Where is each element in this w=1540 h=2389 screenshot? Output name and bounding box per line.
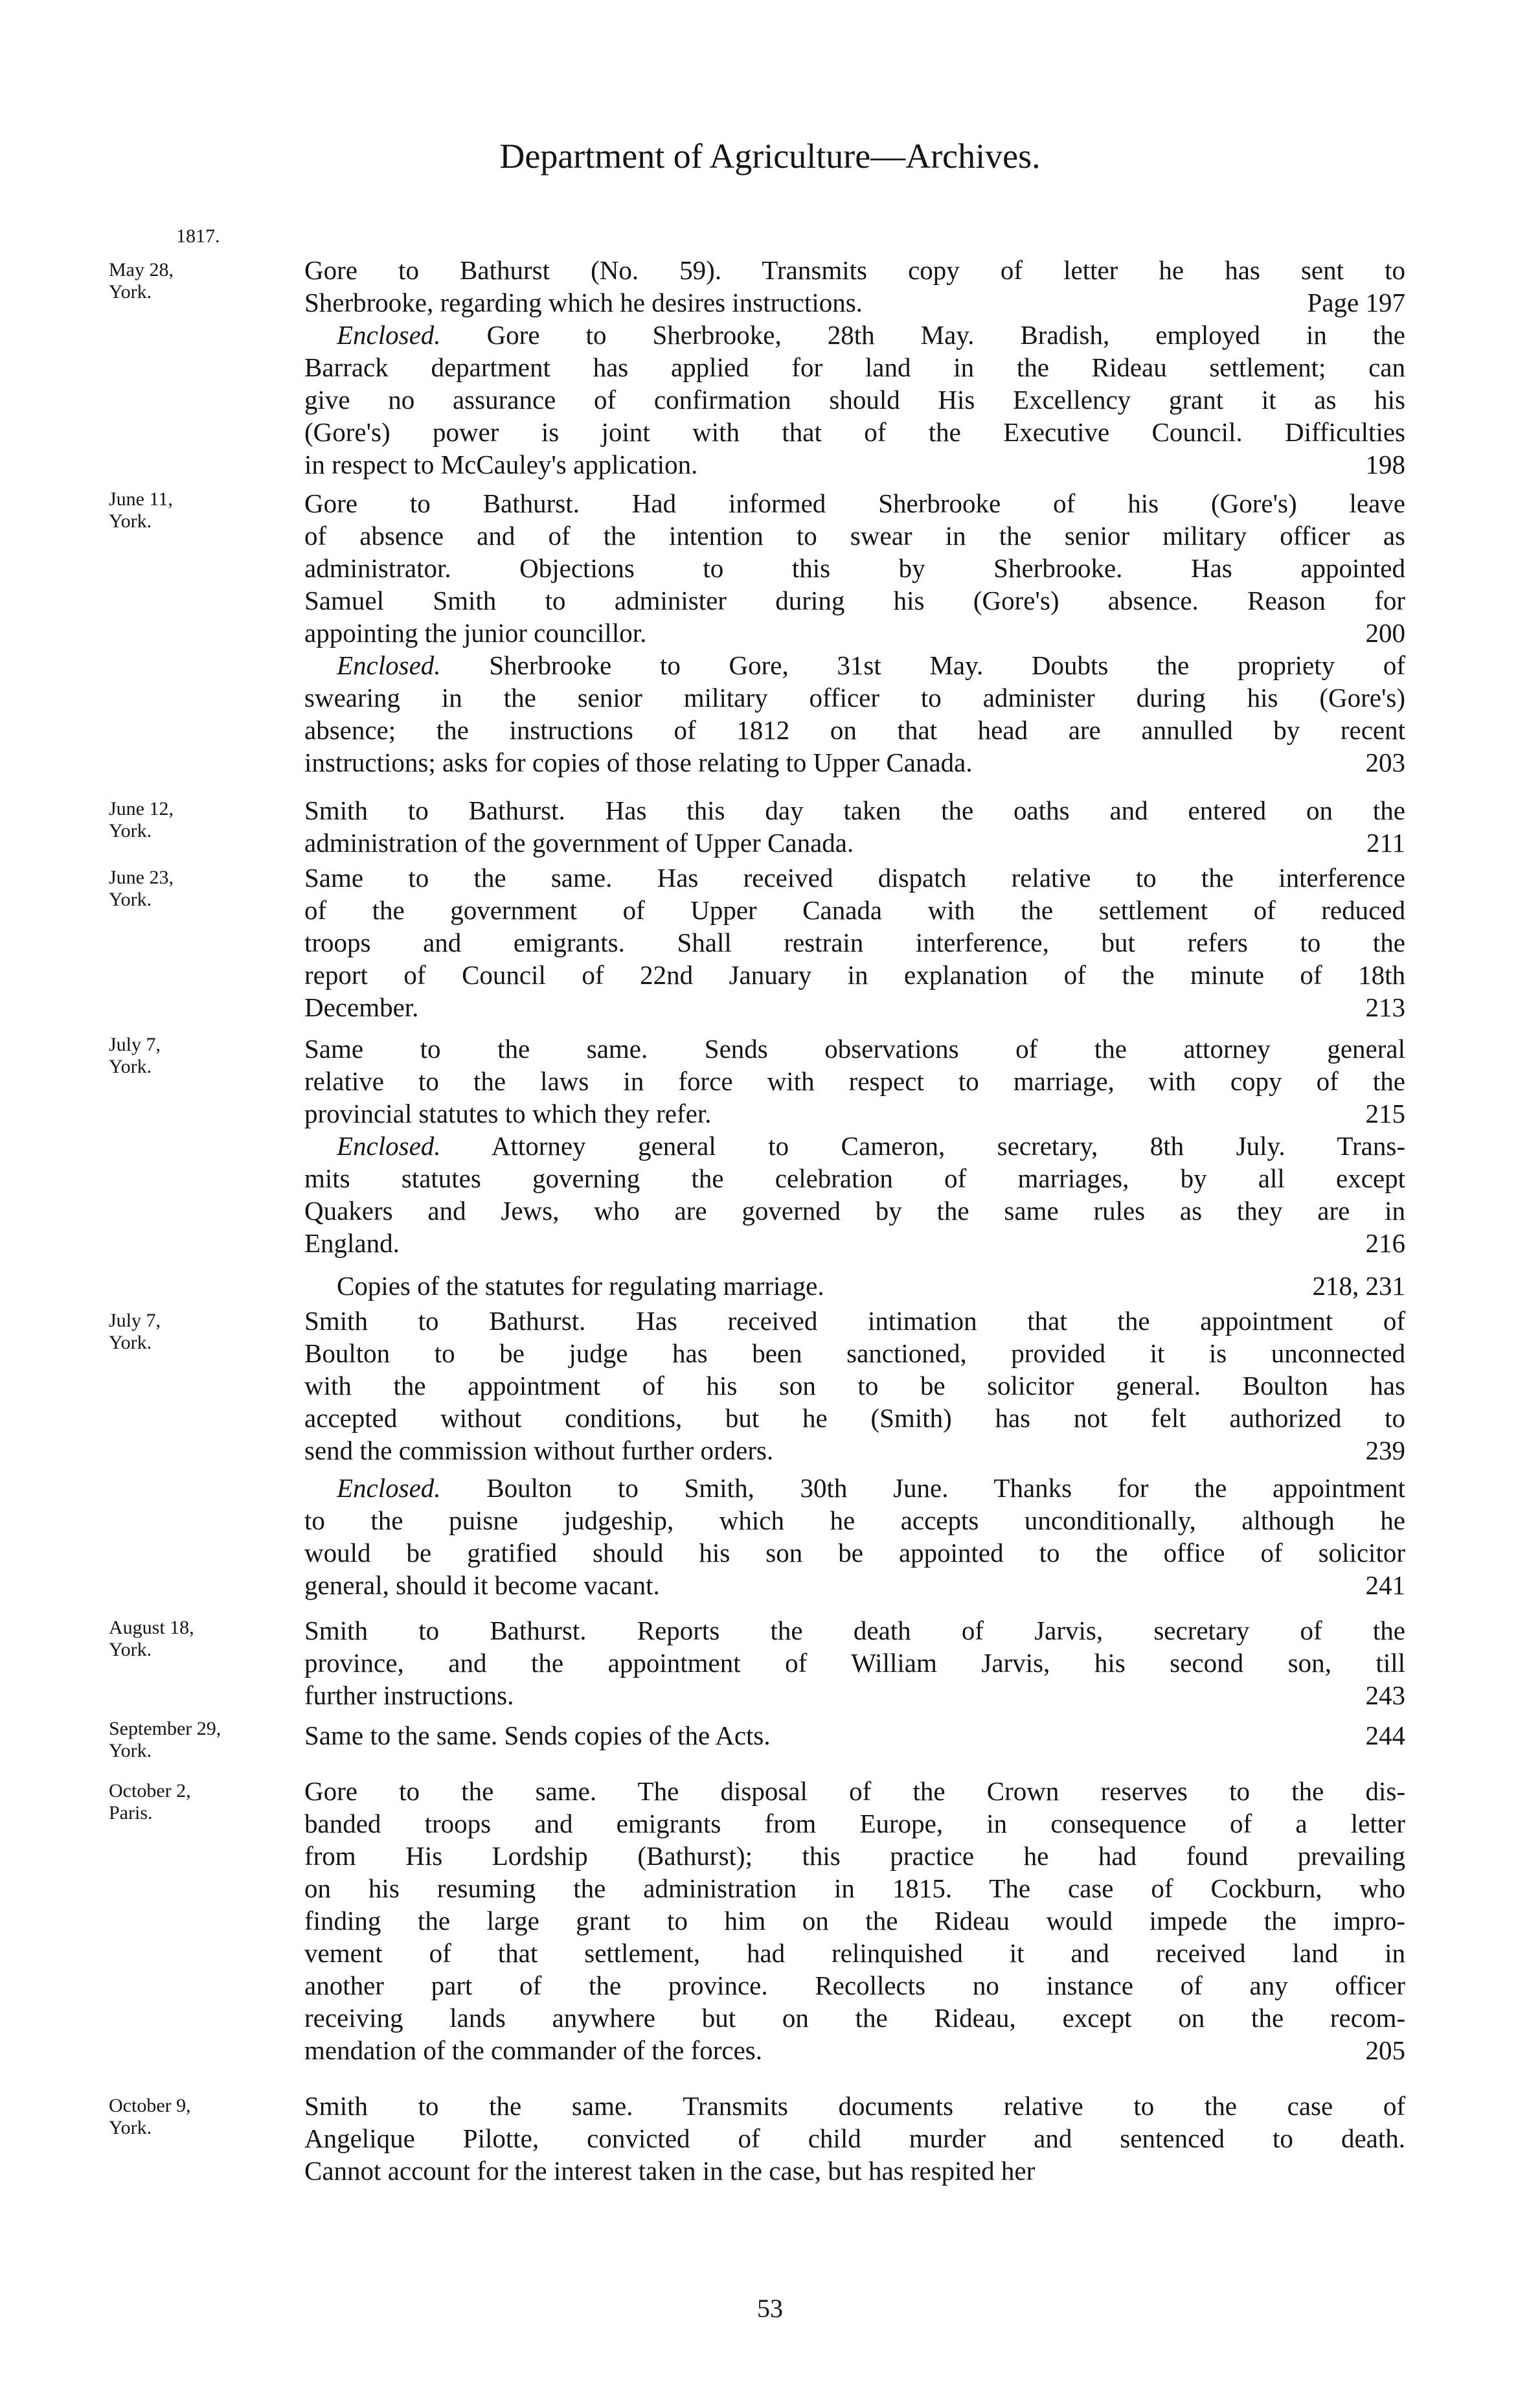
text-line <box>304 827 1405 859</box>
line-text: finding the large grant to him on the Rideau would impede the impro- <box>304 1906 1405 1936</box>
text-line <box>304 894 1405 926</box>
text-line <box>304 1904 1405 1937</box>
margin-date-entry <box>109 867 174 911</box>
page-reference: 243 <box>1365 1680 1405 1710</box>
line-text: in respect to McCauley's application. <box>304 450 698 479</box>
text-line <box>304 319 1405 351</box>
text-line <box>304 487 1405 520</box>
page-reference: 211 <box>1366 828 1405 858</box>
place-text: York. <box>109 1740 152 1761</box>
line-text: another part of the province. Recollects no instance of any officer <box>304 1971 1405 2000</box>
place-text: Paris. <box>109 1802 153 1823</box>
line-text: Sherbrooke to Gore, 31st May. Doubts the propriety of <box>440 650 1405 680</box>
text-line <box>304 1434 1405 1467</box>
margin-date-entry <box>109 1718 221 1762</box>
text-line <box>304 1270 1405 1302</box>
margin-date-entry <box>109 798 174 842</box>
line-text: Same to the same. Has received dispatch relative to the interference <box>304 863 1405 893</box>
place-text: York. <box>109 820 152 841</box>
text-line <box>304 1775 1405 1807</box>
text-line <box>304 1719 1405 1752</box>
date-text: May 28, <box>109 259 174 280</box>
line-text: Same to the same. Sends copies of the Acts. <box>304 1720 771 1750</box>
line-text: accepted without conditions, but he (Smith) has not felt authorized to <box>304 1403 1405 1433</box>
text-line <box>304 286 1405 319</box>
date-text: October 9, <box>109 2095 191 2116</box>
line-text: administrator. Objections to this by Sherbrooke. Has appointed <box>304 553 1405 583</box>
date-text: October 2, <box>109 1780 191 1801</box>
margin-date-entry <box>109 1310 161 1354</box>
text-line <box>304 1969 1405 2002</box>
line-text: Samuel Smith to administer during his (Gore's) absence. Reason for <box>304 586 1405 615</box>
page-reference: 205 <box>1365 2035 1405 2065</box>
text-line <box>304 794 1405 827</box>
line-text: of the government of Upper Canada with the settlement of reduced <box>304 895 1405 925</box>
place-text: York. <box>109 1332 152 1353</box>
line-text: receiving lands anywhere but on the Rideau, except on the recom- <box>304 2003 1405 2033</box>
line-text: Same to the same. Sends observations of the attorney general <box>304 1034 1405 1064</box>
line-text: Gore to Bathurst (No. 59). Transmits copy of letter he has sent to <box>304 255 1405 285</box>
line-text: Quakers and Jews, who are governed by the same rules as they are in <box>304 1196 1405 1226</box>
text-line <box>304 1369 1405 1402</box>
date-text: September 29, <box>109 1718 221 1739</box>
text-line <box>304 1033 1405 1065</box>
line-text: province, and the appointment of William Jarvis, his second son, till <box>304 1648 1405 1678</box>
text-line <box>304 2090 1405 2122</box>
line-text: Cannot account for the interest taken in the case, but has respited her <box>304 2156 1036 2186</box>
text-line <box>304 1097 1405 1130</box>
text-line <box>304 2155 1405 2187</box>
text-line <box>304 959 1405 991</box>
line-text: December. <box>304 992 419 1022</box>
line-text: Angelique Pilotte, convicted of child murder and sentenced to death. <box>304 2123 1405 2153</box>
line-text: from His Lordship (Bathurst); this practice he had found prevailing <box>304 1841 1405 1871</box>
text-line <box>304 1337 1405 1369</box>
place-text: York. <box>109 1639 152 1660</box>
line-text: Attorney general to Cameron, secretary, 8th July. Trans- <box>440 1131 1405 1161</box>
line-text: Boulton to be judge has been sanctioned, provided it is unconnected <box>304 1338 1405 1368</box>
page-reference: 216 <box>1365 1228 1405 1258</box>
date-text: July 7, <box>109 1034 161 1055</box>
margin-date-entry <box>109 488 173 532</box>
text-line <box>304 926 1405 959</box>
page-reference: 239 <box>1365 1435 1405 1465</box>
place-text: York. <box>109 510 152 532</box>
line-text: Smith to Bathurst. Reports the death of Jarvis, secretary of the <box>304 1616 1405 1645</box>
text-line <box>304 991 1405 1023</box>
date-text: August 18, <box>109 1617 194 1638</box>
text-line <box>304 1472 1405 1504</box>
text-line <box>304 862 1405 894</box>
text-line <box>304 1065 1405 1097</box>
line-text: Smith to Bathurst. Has this day taken the oaths and entered on the <box>304 795 1405 825</box>
text-line <box>304 1402 1405 1434</box>
text-line <box>304 1194 1405 1227</box>
page-reference: Page 197 <box>1307 288 1405 317</box>
line-text: further instructions. <box>304 1680 514 1710</box>
text-line <box>304 383 1405 416</box>
line-text: would be gratified should his son be appointed to the office of solicitor <box>304 1538 1405 1568</box>
page-reference: 213 <box>1365 992 1405 1022</box>
line-text: appointing the junior councillor. <box>304 618 647 648</box>
margin-date-entry <box>109 1034 161 1078</box>
page-reference: 200 <box>1365 618 1405 648</box>
place-text: York. <box>109 889 152 910</box>
text-line <box>304 1937 1405 1969</box>
text-line <box>304 351 1405 383</box>
line-text: Gore to Sherbrooke, 28th May. Bradish, employed in the <box>440 320 1405 350</box>
line-text: on his resuming the administration in 1815. The case of Cockburn, who <box>304 1873 1405 1903</box>
line-text: give no assurance of confirmation should His Excellency grant it as his <box>304 385 1405 415</box>
line-text: Gore to Bathurst. Had informed Sherbrooke of his (Gore's) leave <box>304 488 1405 518</box>
line-text: relative to the laws in force with respect to marriage, with copy of the <box>304 1066 1405 1096</box>
line-text: Barrack department has applied for land in the Rideau settlement; can <box>304 352 1405 382</box>
line-text: report of Council of 22nd January in explanation of the minute of 18th <box>304 960 1405 990</box>
text-line <box>304 584 1405 617</box>
place-text: York. <box>109 1056 152 1077</box>
enclosed-label: Enclosed. <box>337 1473 441 1503</box>
page-number: 53 <box>757 2294 783 2323</box>
enclosed-label: Enclosed. <box>337 320 441 350</box>
page-reference: 203 <box>1365 748 1405 777</box>
line-text: vement of that settlement, had relinquished it and received land in <box>304 1938 1405 1968</box>
place-text: York. <box>109 281 152 303</box>
date-text: July 7, <box>109 1310 161 1331</box>
text-line <box>304 254 1405 286</box>
margin-date-entry <box>109 259 174 303</box>
line-text: send the commission without further orders. <box>304 1435 774 1465</box>
text-line <box>304 1227 1405 1259</box>
enclosed-label: Enclosed. <box>337 1131 441 1161</box>
line-text: Smith to Bathurst. Has received intimation that the appointment of <box>304 1306 1405 1336</box>
page-reference: 244 <box>1365 1720 1405 1750</box>
text-line <box>304 1504 1405 1537</box>
text-line <box>304 552 1405 584</box>
text-line <box>304 1647 1405 1679</box>
line-text: general, should it become vacant. <box>304 1570 660 1600</box>
line-text: Smith to the same. Transmits documents relative to the case of <box>304 2091 1405 2121</box>
text-line <box>304 746 1405 779</box>
line-text: Gore to the same. The disposal of the Crown reserves to the dis- <box>304 1776 1405 1806</box>
text-line <box>304 714 1405 746</box>
line-text: provincial statutes to which they refer. <box>304 1099 712 1128</box>
line-text: swearing in the senior military officer to administer during his (Gore's) <box>304 683 1405 713</box>
text-line <box>304 1537 1405 1569</box>
margin-date-entry <box>109 1617 194 1661</box>
text-line <box>304 1305 1405 1337</box>
line-text: absence; the instructions of 1812 on that head are annulled by recent <box>304 715 1405 745</box>
line-text: with the appointment of his son to be solicitor general. Boulton has <box>304 1371 1405 1400</box>
text-line <box>304 520 1405 552</box>
text-line <box>304 1614 1405 1647</box>
date-text: June 23, <box>109 867 174 888</box>
line-text: England. <box>304 1228 400 1258</box>
text-line <box>304 448 1405 481</box>
text-line <box>304 2122 1405 2155</box>
page-reference: 241 <box>1365 1570 1405 1600</box>
year-label: 1817. <box>176 225 220 247</box>
line-text: mendation of the commander of the forces. <box>304 2035 762 2065</box>
margin-date-entry <box>109 1780 191 1824</box>
line-text: administration of the government of Upper Canada. <box>304 828 854 858</box>
enclosed-label: Enclosed. <box>337 650 441 680</box>
margin-date-entry <box>109 2095 191 2139</box>
line-text: of absence and of the intention to swear in the senior military officer as <box>304 521 1405 551</box>
text-line <box>304 1840 1405 1872</box>
text-line <box>304 416 1405 448</box>
text-line <box>304 1130 1405 1162</box>
text-line <box>304 1872 1405 1904</box>
date-text: June 11, <box>109 488 173 510</box>
page-title: Department of Agriculture—Archives. <box>499 137 1041 176</box>
line-text: instructions; asks for copies of those relating to Upper Canada. <box>304 748 973 777</box>
line-text: mits statutes governing the celebration of marriages, by all except <box>304 1163 1405 1193</box>
line-text: troops and emigrants. Shall restrain interference, but refers to the <box>304 928 1405 957</box>
line-text: Sherbrooke, regarding which he desires instructions. <box>304 288 863 317</box>
page-reference: 198 <box>1365 450 1405 479</box>
page-reference: 218, 231 <box>1312 1271 1405 1301</box>
line-text: to the puisne judgeship, which he accepts unconditionally, although he <box>304 1505 1405 1535</box>
text-line <box>304 1569 1405 1601</box>
page-reference: 215 <box>1365 1099 1405 1128</box>
line-text: Copies of the statutes for regulating marriage. <box>337 1271 824 1301</box>
text-line <box>304 1807 1405 1840</box>
text-line <box>304 2002 1405 2034</box>
text-line <box>304 1679 1405 1711</box>
line-text: banded troops and emigrants from Europe, in consequence of a letter <box>304 1809 1405 1838</box>
date-text: June 12, <box>109 798 174 819</box>
place-text: York. <box>109 2117 152 2138</box>
line-text: (Gore's) power is joint with that of the Executive Council. Difficulties <box>304 417 1405 447</box>
text-line <box>304 617 1405 649</box>
line-text: Boulton to Smith, 30th June. Thanks for the appointment <box>440 1473 1405 1503</box>
text-line <box>304 649 1405 681</box>
text-line <box>304 1162 1405 1194</box>
text-line <box>304 2034 1405 2066</box>
text-line <box>304 681 1405 714</box>
